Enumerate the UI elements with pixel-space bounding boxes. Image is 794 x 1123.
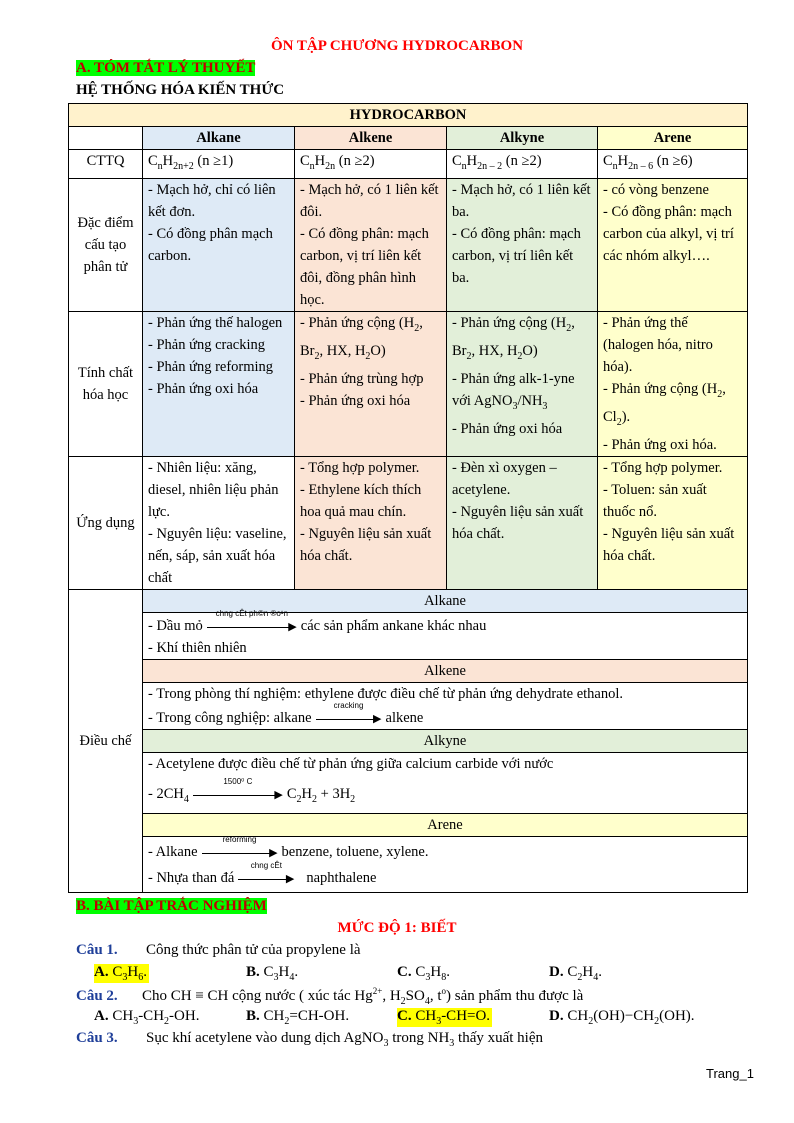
applications-alkane: - Nhiên liệu: xăng, diesel, nhiên liệu phản lực. - Nguyên liệu: vaseline, nến, sáp, sản xuất hóa chất (143, 456, 295, 589)
prep-alkane-line-2: - Khí thiên nhiên (143, 637, 748, 660)
section-a-heading: A. TÓM TẮT LÝ THUYẾT (76, 60, 256, 76)
question-2: Câu 2. Cho CH ≡ CH cộng nước ( xúc tác $Hg^{2+}$, $H_2SO_4$, $t^o$) sản phẩm thu được là (76, 986, 584, 1007)
properties-alkane: - Phản ứng thế halogen - Phản ứng cracking - Phản ứng reforming - Phản ứng oxi hóa (143, 311, 295, 456)
col-header-alkane: Alkane (143, 127, 295, 150)
prep-alkane-line-1: - Dầu mỏ chng cÊt ph©n ®o¹n ▶ các sản phẩm ankane khác nhau (143, 612, 748, 637)
formula-alkyne: $C_nH_{2n - 2}$ (n ≥2) (447, 150, 598, 179)
option-d[interactable]: D. $C_2H_4$. (549, 964, 602, 983)
prep-header-alkane: Alkane (143, 589, 748, 612)
prep-header-alkene: Alkene (143, 659, 748, 682)
applications-arene: - Tổng hợp polymer. - Toluen: sản xuất thuốc nổ. - Nguyên liệu sản xuất hóa chất. (598, 456, 748, 589)
prep-alkene-line-2: - Trong công nghiệp: alkane cracking ▶ alkene (143, 705, 748, 730)
structure-alkyne: - Mạch hở, có 1 liên kết ba. - Có đồng phân: mạch carbon, vị trí liên kết ba. (447, 178, 598, 311)
prep-alkyne-line-1: - Acetylene được điều chế từ phản ứng giữa calcium carbide với nước (143, 752, 748, 775)
reaction-arrow: reforming ▶ (202, 845, 278, 859)
structure-alkene: - Mạch hở, có 1 liên kết đôi. - Có đồng phân: mạch carbon, vị trí liên kết đôi, đồng phân hình học. (295, 178, 447, 311)
properties-arene: - Phản ứng thế (halogen hóa, nitro hóa). - Phản ứng cộng ($H_2$, $Cl_2$). - Phản ứng oxi hóa. (598, 311, 748, 456)
option-a[interactable]: A. $C_3H_6$. (94, 964, 147, 983)
prep-header-alkyne: Alkyne (143, 729, 748, 752)
properties-alkene: - Phản ứng cộng ($H_2$, $Br_2$, HX, $H_2O$) - Phản ứng trùng hợp - Phản ứng oxi hóa (295, 311, 447, 456)
option-a[interactable]: A. $CH_3-CH_2-OH$. (94, 1008, 200, 1027)
formula-arene: $C_nH_{2n - 6}$ (n ≥6) (598, 150, 748, 179)
section-b-heading: B. BÀI TẬP TRẮC NGHIỆM (76, 898, 267, 914)
row-label-applications: Ứng dụng (69, 456, 143, 589)
row-label-properties: Tính chất hóa học (69, 311, 143, 456)
applications-alkyne: - Đèn xì oxygen – acetylene. - Nguyên liệu sản xuất hóa chất. (447, 456, 598, 589)
row-label-preparation: Điều chế (69, 589, 143, 892)
reaction-arrow: chng cÊt ph©n ®o¹n ▶ (207, 619, 297, 633)
row-label-structure: Đặc điểm cấu tạo phân tử (69, 178, 143, 311)
option-b[interactable]: B. $C_3H_4$. (246, 964, 299, 983)
structure-arene: - có vòng benzene - Có đồng phân: mạch carbon của alkyl, vị trí các nhóm alkyl…. (598, 178, 748, 311)
formula-alkene: $C_nH_{2n}$ (n ≥2) (295, 150, 447, 179)
question-1: Câu 1. Công thức phân tử của propylene là (76, 942, 361, 958)
formula-alkane: $C_nH_{2n+2}$ (n ≥1) (143, 150, 295, 179)
page-number: Trang_1 (706, 1066, 754, 1081)
option-c[interactable]: C. $CH_3-CH=O$. (397, 1008, 491, 1027)
reaction-arrow: 1500⁰ C ▶ (193, 787, 283, 801)
applications-alkene: - Tổng hợp polymer. - Ethylene kích thích hoa quả mau chín. - Nguyên liệu sản xuất hóa chất. (295, 456, 447, 589)
prep-arene-lines: - Alkane reforming ▶ benzene, toluene, xylene. - Nhựa than đá chng cÊt ▶ naphthalene (143, 836, 748, 892)
table-caption: HYDROCARBON (69, 104, 748, 127)
page-title: ÔN TẬP CHƯƠNG HYDROCARBON (270, 38, 524, 54)
knowledge-heading: HỆ THỐNG HÓA KIẾN THỨC (76, 82, 285, 98)
reaction-arrow: chng cÊt ▶ (238, 871, 294, 885)
option-d[interactable]: D. $CH_2(OH)-CH_2(OH)$. (549, 1008, 695, 1027)
col-header-alkyne: Alkyne (447, 127, 598, 150)
prep-header-arene: Arene (143, 813, 748, 836)
level-heading: MỨC ĐỘ 1: BIẾT (337, 920, 457, 936)
row-label-formula: CTTQ (69, 150, 143, 179)
reaction-arrow: cracking ▶ (316, 711, 382, 725)
hydrocarbon-summary-table (68, 103, 748, 893)
col-header-alkene: Alkene (295, 127, 447, 150)
structure-alkane: - Mạch hở, chỉ có liên kết đơn. - Có đồng phân mạch carbon. (143, 178, 295, 311)
col-header-arene: Arene (598, 127, 748, 150)
corner-cell (69, 127, 143, 150)
question-3: Câu 3. Sục khí acetylene vào dung dịch AgNO$_3$ trong $NH_3$ thấy xuất hiện (76, 1030, 544, 1049)
prep-alkyne-line-2: - $2CH_4$ 1500⁰ C ▶ $C_2H_2 + 3H_2$ (143, 775, 748, 813)
option-b[interactable]: B. $CH_2=CH-OH$. (246, 1008, 350, 1027)
prep-alkene-line-1: - Trong phòng thí nghiệm: ethylene được điều chế từ phản ứng dehydrate ethanol. (143, 682, 748, 705)
option-c[interactable]: C. $C_3H_8$. (397, 964, 450, 983)
properties-alkyne: - Phản ứng cộng ($H_2$, $Br_2$, HX, $H_2O$) - Phản ứng alk-1-yne với $AgNO_3/NH_3$ - Phản ứng oxi hóa (447, 311, 598, 456)
